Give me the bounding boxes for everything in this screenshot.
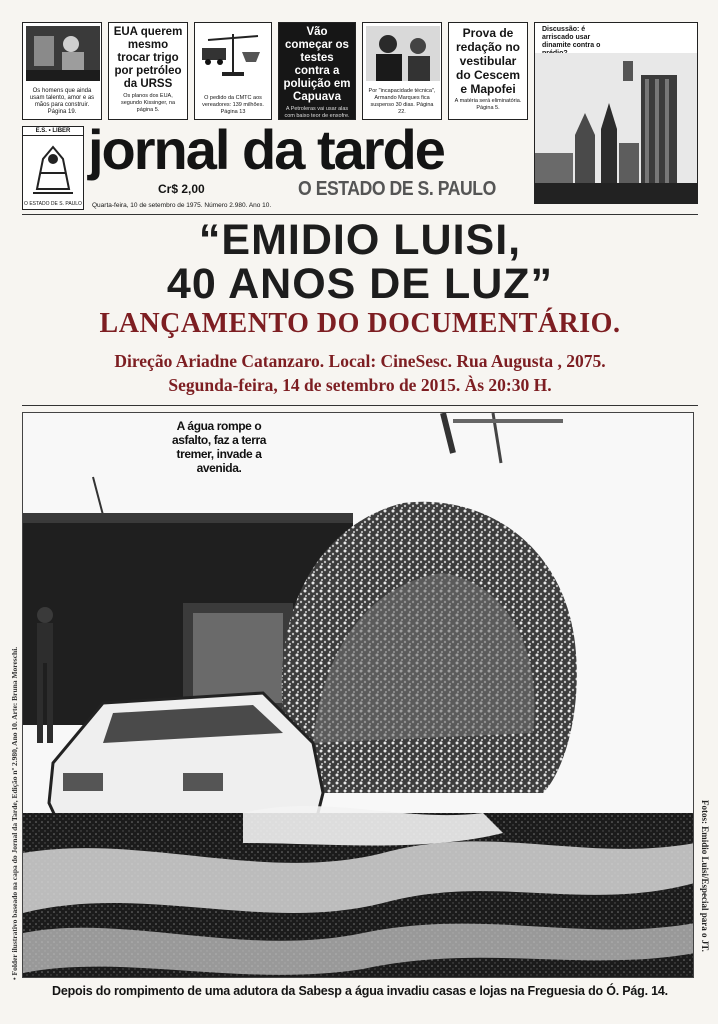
teaser-caption: Os homens que ainda usam talento, amor e as mãos para construir. Página 19. [29, 88, 95, 115]
photo-caption: A água rompe o asfalto, faz a terra tremer, invade a avenida. [171, 419, 267, 475]
teaser-sub: Por "incapacidade técnica", Armando Marques fica suspenso 30 dias. Página 22. [368, 88, 436, 115]
teaser-sub: O pedido da CMTC aos vereadores: 139 milhões. Página 13 [202, 95, 264, 115]
teaser-sub: A Petroleras vai usar alas com baixo teor de enxofre. [284, 106, 350, 119]
teaser-vestibular [448, 22, 528, 120]
teaser-headline: Discussão: é arriscado usar dinamite contra o [542, 26, 601, 49]
photo-footer-caption: Depois do rompimento de uma adutora da Sabesp a água invadiu casas e lojas na Freguesia do Ó. Pág. 14. [52, 984, 668, 998]
city-skyline-photo [535, 53, 697, 203]
photo-credit-text: Fotos: Emidio Luisi/Especial para o JT. [700, 800, 710, 952]
price: Cr$ 2,00 [158, 182, 205, 196]
teaser-workers [22, 22, 102, 120]
masthead [22, 118, 530, 214]
teaser-pollution [278, 22, 356, 120]
flood-photo [22, 412, 694, 978]
teaser-sub: A matéria será eliminatória. Página 5. [454, 98, 522, 111]
teaser-photo-men [366, 26, 440, 81]
teaser-cmtc [194, 22, 272, 120]
credit-right [699, 800, 711, 975]
event-title-line-1: “EMIDIO LUISI, [198, 216, 522, 264]
event-title-line-2: 40 ANOS DE LUZ” [166, 260, 554, 308]
teaser-strip [22, 22, 698, 122]
divider [22, 214, 698, 215]
dateline: Quarta-feira, 10 de setembro de 1975. Número 2.980. Ano 10. [92, 202, 272, 209]
seal-top-text: E.S. • LIBER [23, 127, 83, 136]
teaser-dynamite [534, 22, 698, 204]
teaser-wheat [108, 22, 188, 120]
credit-left-text: • Folder ilustrativo baseado na capa do Jornal da Tarde, Edição nº 2.980, Ano 10. Arte: Bruna Moreschi. [10, 646, 19, 980]
seal-emblem [22, 126, 84, 210]
credit-left [10, 610, 18, 980]
teaser-headline: Prova de redação no vestibular do Cescem e Mapofei [455, 26, 521, 96]
teaser-headline: Vão começar os testes contra a poluição em Capuava [283, 26, 351, 103]
scale-bus-icon [198, 26, 268, 81]
teaser-sub: Os planos dos EUA, segundo Kissinger, na página 5. [120, 93, 176, 113]
divider [22, 405, 698, 406]
knight-emblem-icon [27, 139, 79, 197]
teaser-armando [362, 22, 442, 120]
event-info-line-1: Direção Ariadne Catanzaro. Local: CineSesc. Rua Augusta , 2075. [114, 351, 606, 371]
newspaper-title: jornal da tarde [88, 118, 444, 181]
parent-paper-name: O ESTADO DE S. PAULO [298, 178, 496, 200]
teaser-headline: EUA querem mesmo trocar trigo por petróleo da URSS [113, 26, 183, 90]
launch-heading: LANÇAMENTO DO DOCUMENTÁRIO. [99, 308, 621, 339]
teaser-photo-workers [26, 26, 100, 81]
flood-photo-art [23, 413, 694, 978]
event-info-line-2: Segunda-feira, 14 de setembro de 2015. Às 20:30 H. [168, 375, 552, 395]
seal-bottom-text: O ESTADO DE S. PAULO [24, 201, 82, 207]
